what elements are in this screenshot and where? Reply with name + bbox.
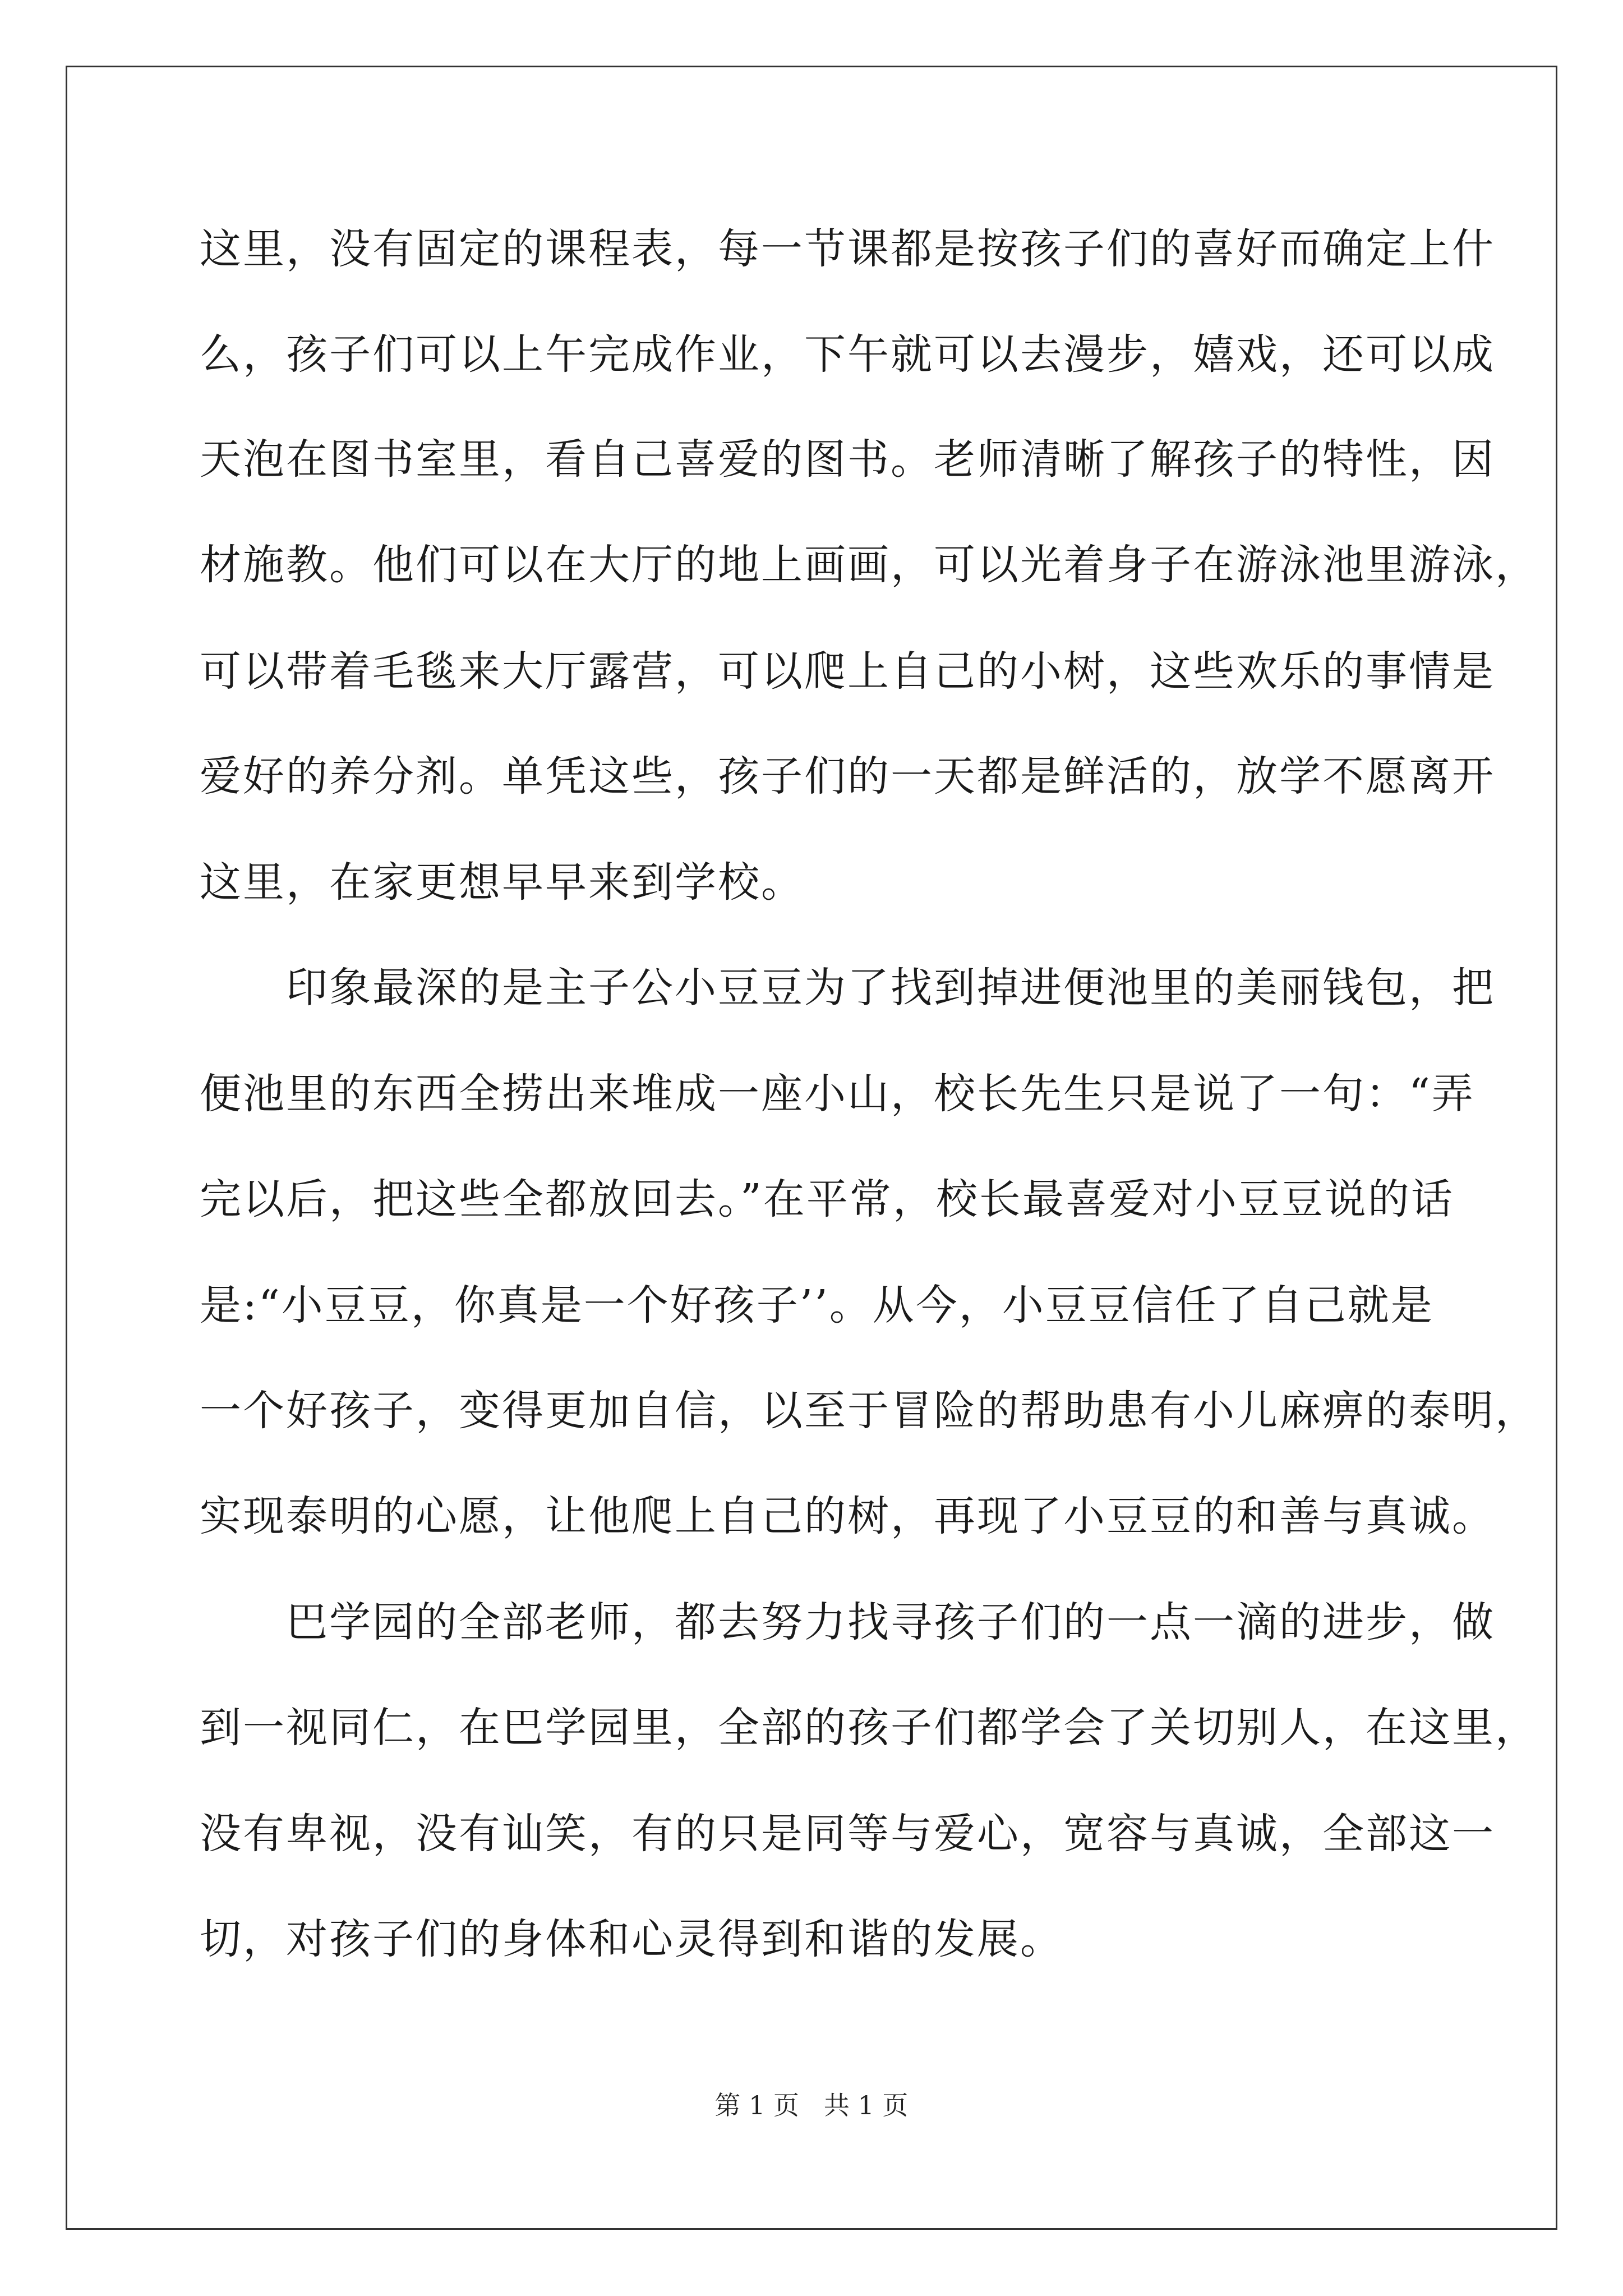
text-line-10: 完以后，把这些全都放回去。”在平常，校长最喜爱对小豆豆说的话 [200, 1175, 1454, 1223]
page-number-footer: 第 1 页 共 1 页 [714, 2090, 909, 2120]
text-line-7: 这里，在家更想早早来到学校。 [200, 858, 804, 907]
text-line-6: 爱好的养分剂。单凭这些，孩子们的一天都是鲜活的，放学不愿离开 [200, 752, 1495, 800]
text-line-3: 天泡在图书室里，看自己喜爱的图书。老师清晰了解孩子的特性，因 [200, 435, 1495, 484]
text-line-1: 这里，没有固定的课程表，每一节课都是按孩子们的喜好而确定上什 [200, 225, 1495, 273]
text-line-9: 便池里的东西全捞出来堆成一座小山，校长先生只是说了一句：“弄 [200, 1070, 1475, 1118]
text-line-4: 材施教。他们可以在大厅的地上画画，可以光着身子在游泳池里游泳， [200, 541, 1538, 589]
text-line-11: 是:“小豆豆，你真是一个好孩子’’。从今，小豆豆信任了自己就是 [200, 1281, 1434, 1329]
text-line-13: 实现泰明的心愿，让他爬上自己的树，再现了小豆豆的和善与真诚。 [200, 1492, 1495, 1540]
text-line-5: 可以带着毛毯来大厅露营，可以爬上自己的小树，这些欢乐的事情是 [200, 647, 1495, 696]
text-line-8: 印象最深的是主子公小豆豆为了找到掉进便池里的美丽钱包，把 [200, 964, 1495, 1012]
text-line-17: 切，对孩子们的身体和心灵得到和谐的发展。 [200, 1915, 1063, 1963]
text-line-12: 一个好孩子，变得更加自信，以至于冒险的帮助患有小儿麻痹的泰明， [200, 1387, 1538, 1435]
page-border [66, 66, 1557, 2230]
text-line-16: 没有卑视，没有讪笑，有的只是同等与爱心，宽容与真诚，全部这一 [200, 1810, 1495, 1858]
text-line-15: 到一视同仁，在巴学园里，全部的孩子们都学会了关切别人，在这里， [200, 1704, 1538, 1752]
text-line-14: 巴学园的全部老师，都去努力找寻孩子们的一点一滴的进步，做 [200, 1598, 1495, 1646]
text-line-2: 么，孩子们可以上午完成作业，下午就可以去漫步，嬉戏，还可以成 [200, 330, 1495, 379]
